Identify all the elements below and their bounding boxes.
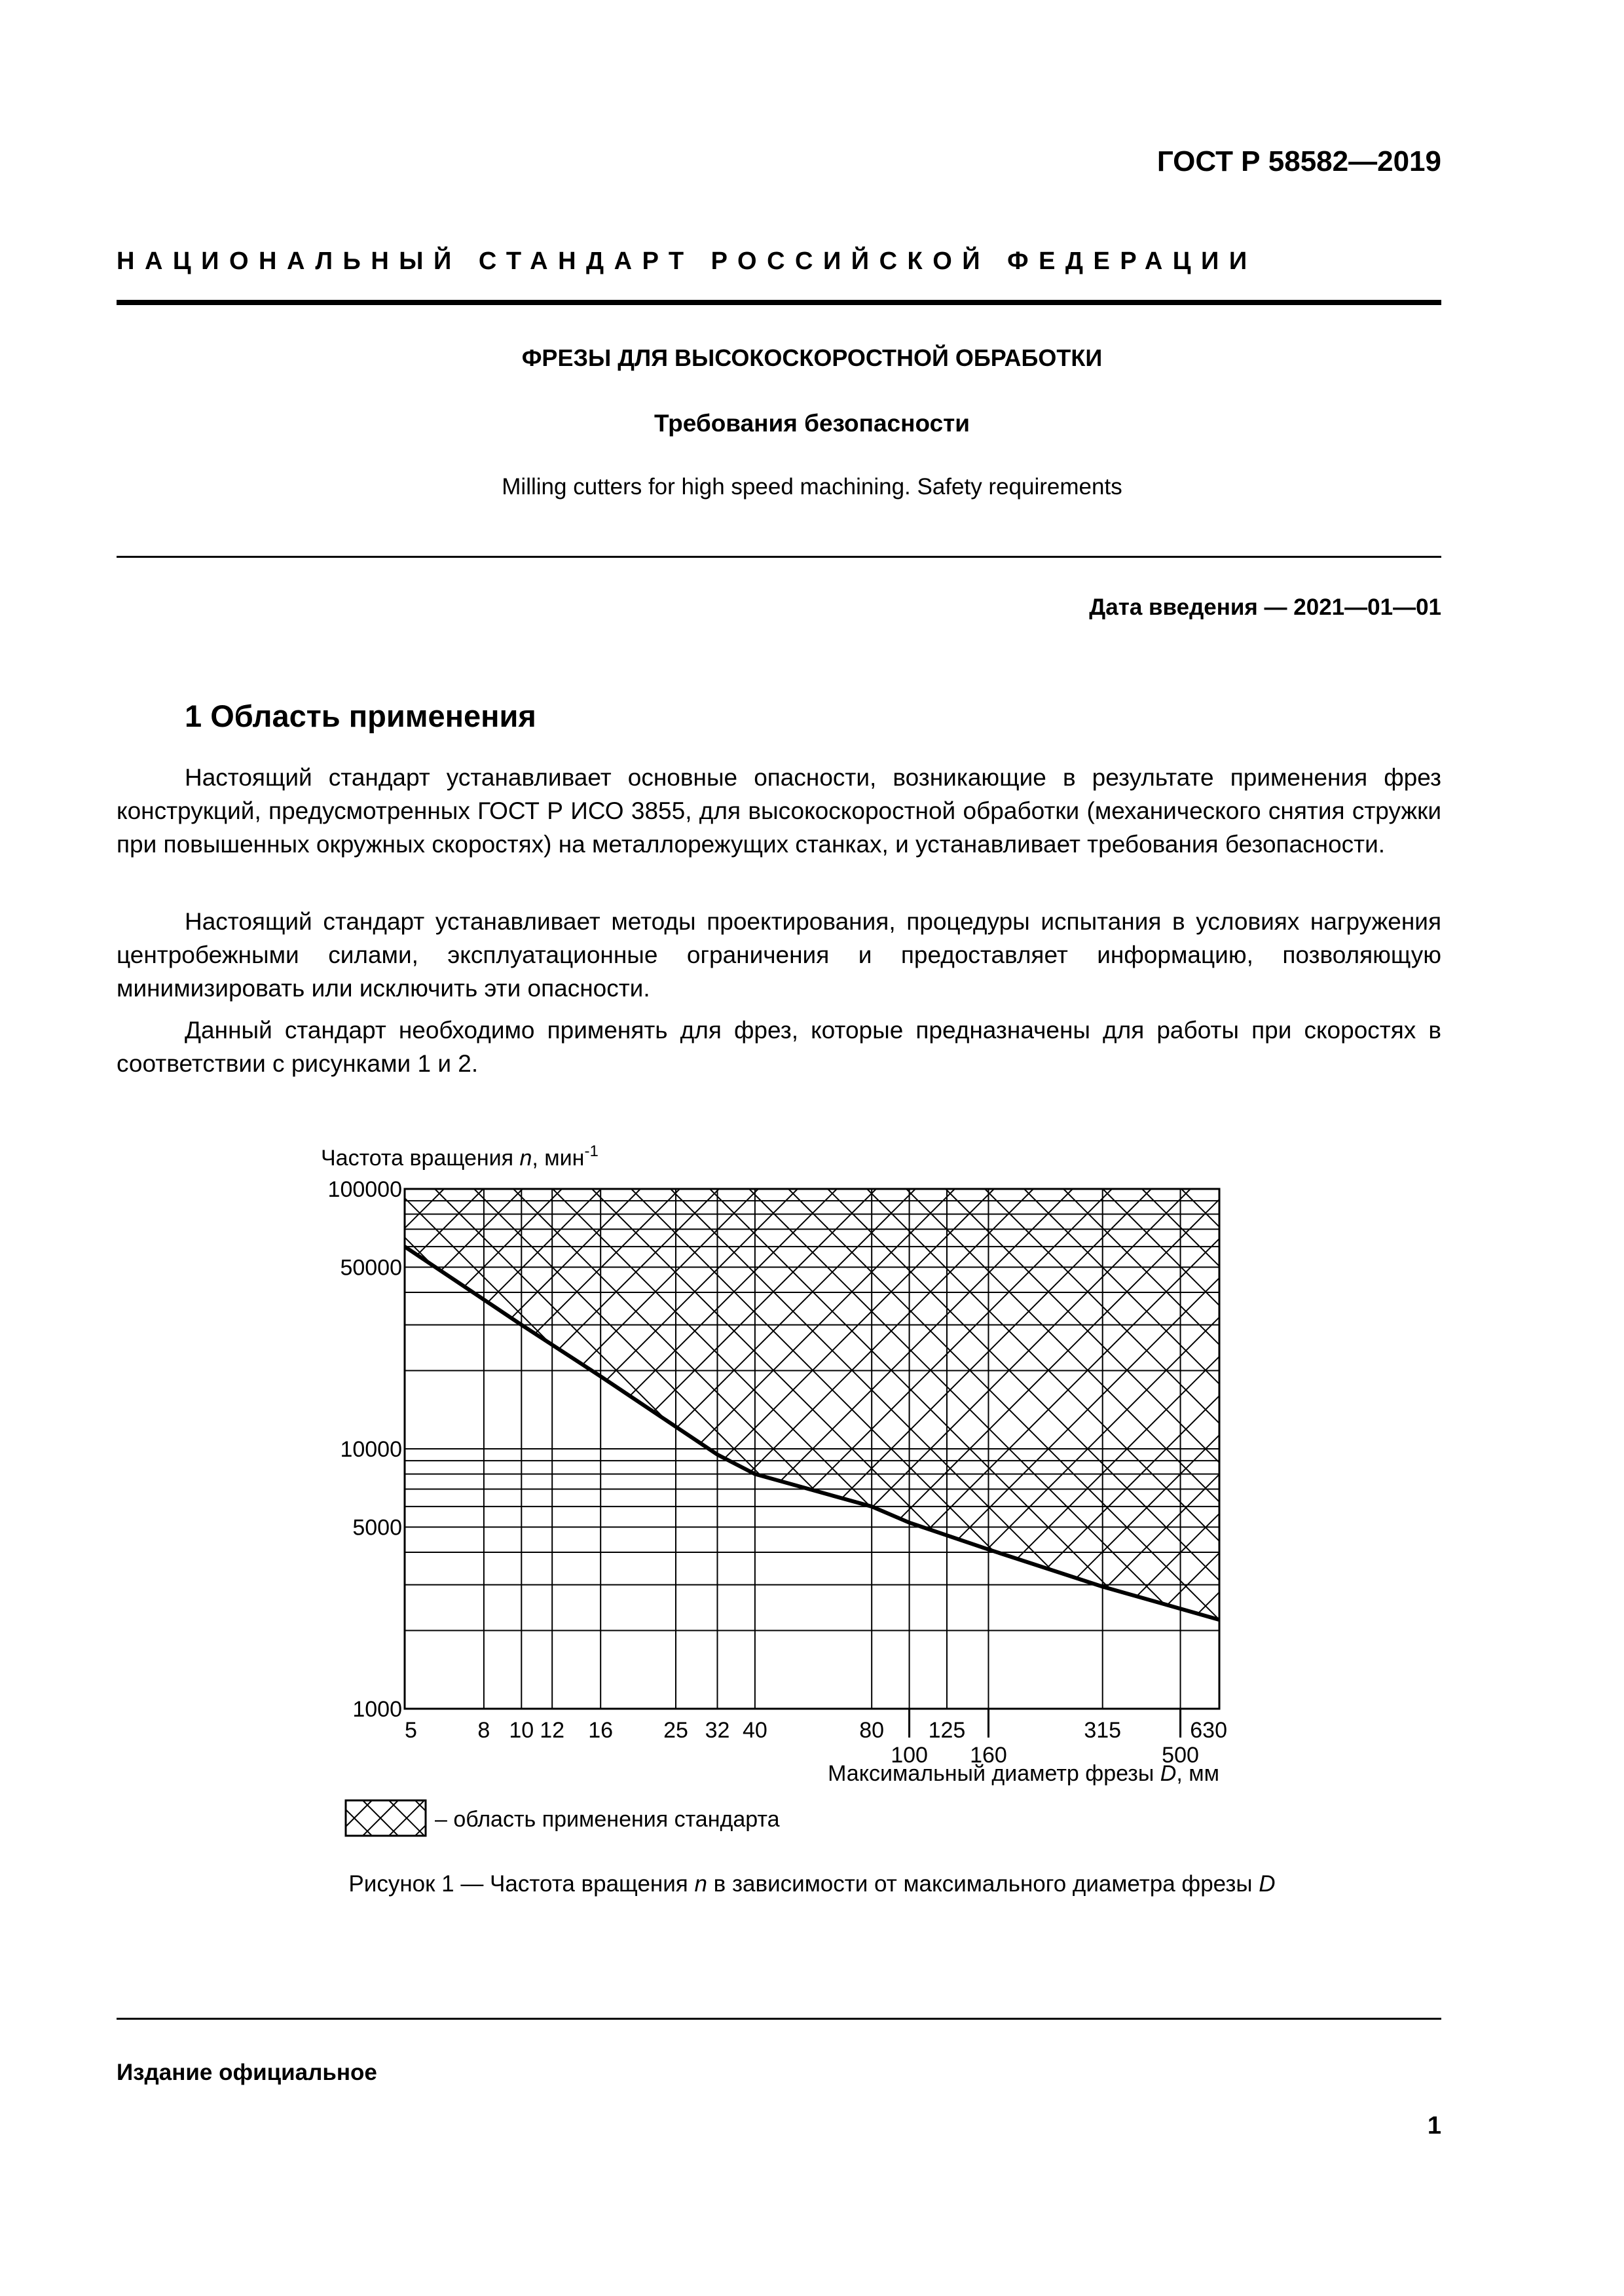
page-number: 1 — [1427, 2112, 1441, 2140]
hatch-line — [1378, 1189, 1624, 1709]
hatch-line — [1221, 1189, 1624, 1709]
introduction-date: Дата введения — 2021—01—01 — [1089, 594, 1441, 620]
legend-text: – область применения стандарта — [435, 1807, 780, 1832]
national-standard-banner: НАЦИОНАЛЬНЫЙ СТАНДАРТ РОССИЙСКОЙ ФЕДЕРАЦИИ — [117, 247, 1257, 275]
legend-swatch — [346, 1800, 426, 1836]
y-tick-label: 5000 — [352, 1515, 402, 1540]
hatch-line — [1456, 1189, 1624, 1709]
x-tick-label: 100 — [891, 1743, 928, 1768]
hatch-line — [1299, 1189, 1624, 1709]
x-tick-label: 630 — [1190, 1718, 1227, 1743]
x-tick-label: 32 — [705, 1718, 730, 1743]
x-tick-label: 10 — [509, 1718, 534, 1743]
hatch-line — [1574, 1189, 1624, 1709]
header-rule — [117, 300, 1441, 305]
hatch-line — [1378, 1189, 1624, 1709]
hatch-line — [1496, 1189, 1624, 1709]
y-tick-label: 1000 — [352, 1697, 402, 1722]
footer-rule — [117, 2018, 1441, 2020]
hatch-line — [1181, 1189, 1624, 1709]
legend — [346, 1800, 780, 1836]
hatch-line — [1417, 1189, 1624, 1709]
x-tick-label: 40 — [742, 1718, 767, 1743]
hatch-line — [1221, 1189, 1624, 1709]
x-tick-label: 25 — [663, 1718, 688, 1743]
x-tick-label: 160 — [970, 1743, 1007, 1768]
rotation-speed-chart — [0, 1113, 1624, 1853]
figure-caption: Рисунок 1 — Частота вращения n в зависимости от максимального диаметра фрезы D — [348, 1871, 1276, 1897]
y-tick-label: 50000 — [340, 1255, 402, 1281]
chart-grid — [405, 1189, 1219, 1709]
y-tick-label: 10000 — [340, 1437, 402, 1462]
paragraph: Данный стандарт необходимо применять для фрез, которые предназначены для работы при скоростях в соответствии с рисунками 1 и 2. — [117, 1017, 1441, 1077]
document-subtitle: Требования безопасности — [654, 410, 970, 437]
title-rule — [117, 556, 1441, 558]
hatch-line — [1338, 1189, 1624, 1709]
hatch-line — [1417, 1189, 1624, 1709]
hatch-line — [1456, 1189, 1624, 1709]
y-axis-label: Частота вращения n, мин$^{-1}$ — [321, 1142, 599, 1171]
document-title: ФРЕЗЫ ДЛЯ ВЫСОКОСКОРОСТНОЙ ОБРАБОТКИ — [521, 344, 1103, 371]
hatch-line — [1614, 1189, 1624, 1709]
section-heading: 1 Область применения — [185, 699, 536, 733]
standard-number: ГОСТ Р 58582—2019 — [1156, 145, 1441, 177]
x-tick-label: 5 — [405, 1718, 417, 1743]
paragraph: Настоящий стандарт устанавливает методы проектирования, процедуры испытания в условиях нагружения центробежными силами, эксплуатационные ограничения и предоставляет информацию, позволяющую минимизировать или исключить эти опасности. — [117, 908, 1441, 1002]
x-tick-label: 16 — [588, 1718, 614, 1743]
paragraph: Настоящий стандарт устанавливает основные опасности, возникающие в результате применения фрез конструкций, предусмотренных ГОСТ Р ИСО 3855, для высокоскоростной обработки (механического снятия стружки при повышенных окружных скоростях) на металлорежущих станках, и устанавливает требования безопасности. — [117, 764, 1441, 858]
hatch-line — [1338, 1189, 1624, 1709]
hatch-line — [1574, 1189, 1624, 1709]
x-tick-label: 80 — [859, 1718, 885, 1743]
x-tick-label: 500 — [1162, 1743, 1199, 1768]
x-tick-label: 125 — [928, 1718, 966, 1743]
x-axis-label: Максимальный диаметр фрезы D, мм — [828, 1761, 1219, 1786]
hatch-line — [1260, 1189, 1624, 1709]
hatch-line — [1535, 1189, 1624, 1709]
hatch-line — [1181, 1189, 1624, 1709]
hatch-line — [1614, 1189, 1624, 1709]
x-tick-label: 12 — [540, 1718, 565, 1743]
hatch-line — [1535, 1189, 1624, 1709]
hatch-line — [1260, 1189, 1624, 1709]
x-tick-label: 315 — [1084, 1718, 1122, 1743]
edition-note: Издание официальное — [117, 2060, 377, 2085]
x-tick-label: 8 — [477, 1718, 490, 1743]
hatch-line — [1299, 1189, 1624, 1709]
legend-hatch — [346, 1800, 426, 1836]
english-title: Milling cutters for high speed machining. Safety requirements — [502, 474, 1122, 500]
hatch-line — [1496, 1189, 1624, 1709]
y-tick-label: 100000 — [327, 1177, 402, 1202]
